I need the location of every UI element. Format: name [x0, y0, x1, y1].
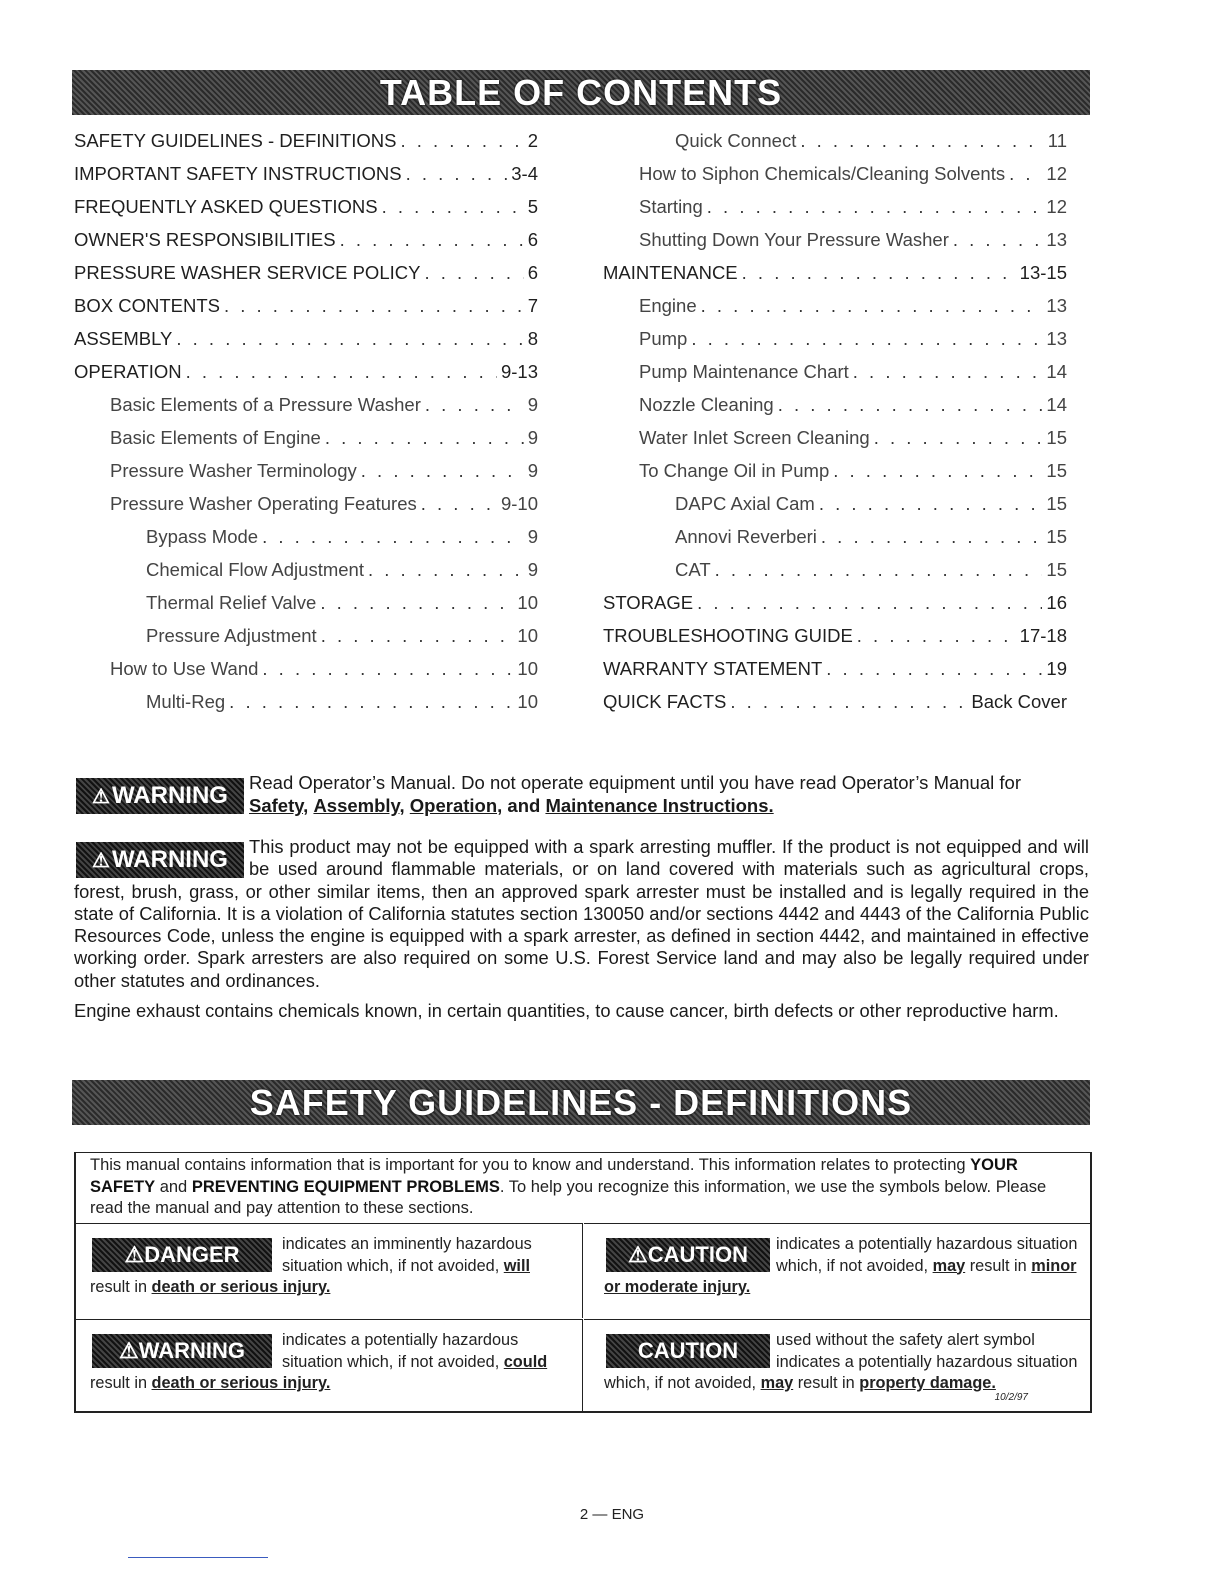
toc-leader-dots — [262, 526, 524, 548]
toc-entry[interactable] — [74, 130, 538, 163]
toc-entry-page: 14 — [1046, 394, 1067, 415]
toc-entry-title: STORAGE — [603, 592, 694, 613]
danger-definition: ⚠ DANGER indicates an imminently hazardous situation which, if not avoided, will result in death or serious injury. — [76, 1223, 583, 1318]
toc-entry-title: TROUBLESHOOTING GUIDE — [603, 625, 853, 646]
toc-entry-title: QUICK FACTS — [603, 691, 727, 712]
toc-entry-page: 8 — [527, 328, 538, 349]
toc-entry[interactable] — [603, 394, 1067, 427]
toc-entry-page: 12 — [1046, 163, 1067, 184]
exhaust-warning-text: Engine exhaust contains chemicals known, in certain quantities, to cause cancer, birth defects or other reproductive harm. — [74, 1000, 1059, 1021]
toc-leader-dots — [833, 460, 1042, 482]
caution-property-definition: CAUTION used without the safety alert symbol indicates a potentially hazardous situation which, if not avoided, may result in property damage. 10/2/97 — [584, 1319, 1090, 1412]
toc-leader-dots — [874, 427, 1043, 449]
toc-entry-title: FREQUENTLY ASKED QUESTIONS — [74, 196, 378, 217]
toc-entry[interactable] — [603, 526, 1067, 559]
toc-leader-dots — [224, 295, 524, 317]
toc-entry[interactable] — [74, 262, 538, 295]
toc-entry[interactable] — [603, 658, 1067, 691]
toc-entry-page: 13 — [1046, 328, 1067, 349]
toc-entry-title: CAT — [675, 559, 711, 580]
toc-entry[interactable] — [74, 460, 538, 493]
danger-signal-word: ⚠ DANGER — [92, 1238, 272, 1272]
toc-entry[interactable] — [74, 559, 538, 592]
toc-entry-page: 5 — [527, 196, 538, 217]
toc-right-column — [603, 130, 1067, 724]
toc-entry-title: MAINTENANCE — [603, 262, 738, 283]
safety-definitions-box — [74, 1152, 1092, 1413]
toc-entry-title: Thermal Relief Valve — [146, 592, 317, 613]
toc-entry-page: 3-4 — [511, 163, 538, 184]
toc-entry-page: 15 — [1046, 460, 1067, 481]
toc-leader-dots — [400, 130, 523, 152]
toc-left-column — [74, 130, 538, 724]
toc-entry[interactable] — [74, 328, 538, 361]
safety-guidelines-banner — [72, 1080, 1090, 1125]
toc-entry-title: How to Use Wand — [110, 658, 259, 679]
toc-leader-dots — [715, 559, 1043, 581]
toc-entry-page: 16 — [1046, 592, 1067, 613]
toc-entry[interactable] — [74, 493, 538, 526]
toc-leader-dots — [819, 493, 1043, 515]
toc-entry-page: 9 — [527, 460, 538, 481]
safety-guidelines-title: SAFETY GUIDELINES - DEFINITIONS — [249, 1081, 913, 1123]
toc-entry-page: 9 — [527, 394, 538, 415]
toc-entry-title: Nozzle Cleaning — [639, 394, 774, 415]
safety-intro-text: This manual contains information that is important for you to know and understand. This information relates to protecting YOUR SAFETY and PREVENTING EQUIPMENT PROBLEMS. To help you recognize this information, we use the symbols below. Please read the manual and pay attention to these sections. — [90, 1156, 1047, 1217]
toc-entry[interactable] — [603, 229, 1067, 262]
toc-leader-dots — [742, 262, 1016, 284]
caution-definition: ⚠ CAUTION indicates a potentially hazardous situation which, if not avoided, may result in minor or moderate injury. — [584, 1223, 1090, 1318]
toc-leader-dots — [821, 526, 1043, 548]
warning-2-text: This product may not be equipped with a spark arresting muffler. If the product is not equipped and will be used around flammable materials, or on land covered with materials such as agricultural crops, forest, brush, grass, or other similar items, then an approved spark arrester must be installed and is legally required in the state of California. It is a violation of California statutes section 130050 and/or sections 4442 and 4443 of the California Public Resources Code, unless the engine is equipped with a spark arrester, as defined in section 4442, and maintained in effective working order. Spark arresters are also required on some U.S. Forest Service land and may also be legally required under other statutes and ordinances. — [74, 836, 1089, 991]
toc-entry[interactable] — [603, 592, 1067, 625]
toc-entry[interactable] — [74, 625, 538, 658]
toc-entry[interactable] — [74, 163, 538, 196]
toc-leader-dots — [697, 592, 1042, 614]
toc-leader-dots — [321, 625, 514, 647]
toc-entry-page: 13-15 — [1019, 262, 1067, 283]
toc-entry-page: 9 — [527, 559, 538, 580]
toc-leader-dots — [406, 163, 508, 185]
toc-entry[interactable] — [603, 130, 1067, 163]
toc-entry-page: 6 — [527, 262, 538, 283]
toc-leader-dots — [800, 130, 1043, 152]
toc-entry-page: 15 — [1046, 526, 1067, 547]
caution-signal-word: ⚠ CAUTION — [606, 1238, 770, 1272]
toc-leader-dots — [382, 196, 524, 218]
page-number: 2 — ENG — [579, 1506, 645, 1523]
toc-entry[interactable] — [603, 625, 1067, 658]
toc-entry-page: 14 — [1046, 361, 1067, 382]
toc-entry-page: 2 — [527, 130, 538, 151]
toc-entry-title: DAPC Axial Cam — [675, 493, 815, 514]
toc-entry[interactable] — [603, 361, 1067, 394]
alert-triangle-icon: ⚠ — [118, 1338, 139, 1364]
toc-leader-dots — [424, 262, 523, 284]
toc-entry[interactable] — [603, 427, 1067, 460]
alert-triangle-icon: ⚠ — [628, 1242, 648, 1268]
toc-leader-dots — [425, 394, 524, 416]
toc-entry[interactable] — [74, 658, 538, 691]
toc-entry[interactable] — [603, 460, 1067, 493]
toc-entry-page: 9 — [527, 526, 538, 547]
toc-entry-page: 17-18 — [1019, 625, 1067, 646]
toc-leader-dots — [730, 691, 967, 713]
toc-entry[interactable] — [603, 163, 1067, 196]
toc-entry[interactable] — [603, 328, 1067, 361]
toc-entry-title: BOX CONTENTS — [74, 295, 220, 316]
toc-leader-dots — [262, 658, 513, 680]
toc-entry[interactable] — [74, 592, 538, 625]
toc-entry[interactable] — [603, 559, 1067, 592]
toc-entry[interactable] — [74, 526, 538, 559]
toc-entry[interactable] — [603, 262, 1067, 295]
toc-entry-title: To Change Oil in Pump — [639, 460, 830, 481]
toc-leader-dots — [691, 328, 1042, 350]
toc-entry-title: Annovi Reverberi — [675, 526, 817, 547]
toc-entry-title: Basic Elements of a Pressure Washer — [110, 394, 421, 415]
toc-entry-title: ASSEMBLY — [74, 328, 173, 349]
toc-entry-page: 15 — [1046, 493, 1067, 514]
toc-leader-dots — [707, 196, 1043, 218]
toc-entry-page: 10 — [517, 691, 538, 712]
warning-1-text: Read Operator’s Manual. Do not operate equipment until you have read Operator’s Manual for Safety, Assembly, Operation, and Maintenance Instructions. — [249, 772, 1021, 816]
toc-entry-page: 12 — [1046, 196, 1067, 217]
warning-signal-word-1: ⚠ WARNING — [76, 778, 244, 814]
warning-signal-word-2: ⚠ WARNING — [76, 842, 244, 878]
toc-leader-dots — [853, 361, 1043, 383]
toc-entry[interactable] — [74, 691, 538, 724]
toc-entry-page: 15 — [1046, 559, 1067, 580]
toc-entry-page: 15 — [1046, 427, 1067, 448]
toc-leader-dots — [421, 493, 497, 515]
toc-entry-title: Pressure Washer Terminology — [110, 460, 357, 481]
toc-entry[interactable] — [74, 361, 538, 394]
toc-entry-page: 7 — [527, 295, 538, 316]
toc-entry-page: 9 — [527, 427, 538, 448]
toc-entry-title: PRESSURE WASHER SERVICE POLICY — [74, 262, 421, 283]
toc-entry-title: Chemical Flow Adjustment — [146, 559, 364, 580]
toc-entry-page: 13 — [1046, 295, 1067, 316]
toc-entry-title: Shutting Down Your Pressure Washer — [639, 229, 949, 250]
toc-leader-dots — [1009, 163, 1042, 185]
toc-entry-title: Pressure Washer Operating Features — [110, 493, 417, 514]
toc-title: TABLE OF CONTENTS — [379, 71, 783, 113]
toc-entry-page: Back Cover — [971, 691, 1067, 712]
toc-entry-title: OWNER'S RESPONSIBILITIES — [74, 229, 336, 250]
toc-entry-title: Quick Connect — [675, 130, 797, 151]
toc-banner — [72, 70, 1090, 115]
footer-rule — [128, 1557, 268, 1558]
warning-definition: ⚠ WARNING indicates a potentially hazardous situation which, if not avoided, could result in death or serious injury. — [76, 1319, 583, 1412]
toc-entry[interactable] — [74, 427, 538, 460]
toc-leader-dots — [857, 625, 1016, 647]
toc-entry-page: 9-13 — [500, 361, 538, 382]
toc-entry-title: Pump Maintenance Chart — [639, 361, 849, 382]
caution-no-symbol-signal-word: CAUTION — [606, 1334, 770, 1368]
toc-entry-page: 10 — [517, 658, 538, 679]
toc-entry-page: 13 — [1046, 229, 1067, 250]
toc-leader-dots — [186, 361, 497, 383]
toc-entry-title: Pressure Adjustment — [146, 625, 317, 646]
toc-entry-page: 19 — [1046, 658, 1067, 679]
warning-signal-word: ⚠ WARNING — [92, 1334, 272, 1368]
toc-entry-title: IMPORTANT SAFETY INSTRUCTIONS — [74, 163, 402, 184]
alert-triangle-icon: ⚠ — [92, 785, 110, 808]
toc-entry-title: How to Siphon Chemicals/Cleaning Solvents — [639, 163, 1006, 184]
toc-entry-title: Pump — [639, 328, 688, 349]
toc-entry-title: Bypass Mode — [146, 526, 259, 547]
toc-leader-dots — [826, 658, 1042, 680]
revision-date: 10/2/97 — [994, 1391, 1028, 1403]
toc-entry-page: 10 — [517, 592, 538, 613]
toc-entry[interactable] — [603, 196, 1067, 229]
toc-entry-title: Starting — [639, 196, 703, 217]
toc-leader-dots — [325, 427, 524, 449]
toc-entry-title: OPERATION — [74, 361, 182, 382]
toc-entry[interactable] — [74, 229, 538, 262]
toc-leader-dots — [340, 229, 524, 251]
toc-entry[interactable] — [603, 691, 1067, 724]
toc-leader-dots — [361, 460, 524, 482]
toc-leader-dots — [778, 394, 1043, 416]
toc-entry-title: Water Inlet Screen Cleaning — [639, 427, 870, 448]
alert-triangle-icon: ⚠ — [124, 1242, 145, 1268]
toc-entry-title: Multi-Reg — [146, 691, 226, 712]
toc-entry-title: SAFETY GUIDELINES - DEFINITIONS — [74, 130, 397, 151]
alert-triangle-icon: ⚠ — [92, 849, 110, 872]
toc-entry-page: 11 — [1047, 130, 1067, 151]
toc-entry[interactable] — [74, 394, 538, 427]
toc-leader-dots — [176, 328, 523, 350]
toc-leader-dots — [320, 592, 513, 614]
toc-entry[interactable] — [74, 196, 538, 229]
toc-leader-dots — [368, 559, 524, 581]
toc-entry[interactable] — [74, 295, 538, 328]
toc-entry[interactable] — [603, 295, 1067, 328]
toc-entry-title: Basic Elements of Engine — [110, 427, 321, 448]
toc-leader-dots — [229, 691, 513, 713]
toc-entry-page: 9-10 — [500, 493, 538, 514]
toc-entry-page: 6 — [527, 229, 538, 250]
toc-leader-dots — [953, 229, 1043, 251]
toc-entry-title: Engine — [639, 295, 697, 316]
toc-leader-dots — [701, 295, 1043, 317]
toc-entry-page: 10 — [517, 625, 538, 646]
toc-entry[interactable] — [603, 493, 1067, 526]
toc-entry-title: WARRANTY STATEMENT — [603, 658, 823, 679]
